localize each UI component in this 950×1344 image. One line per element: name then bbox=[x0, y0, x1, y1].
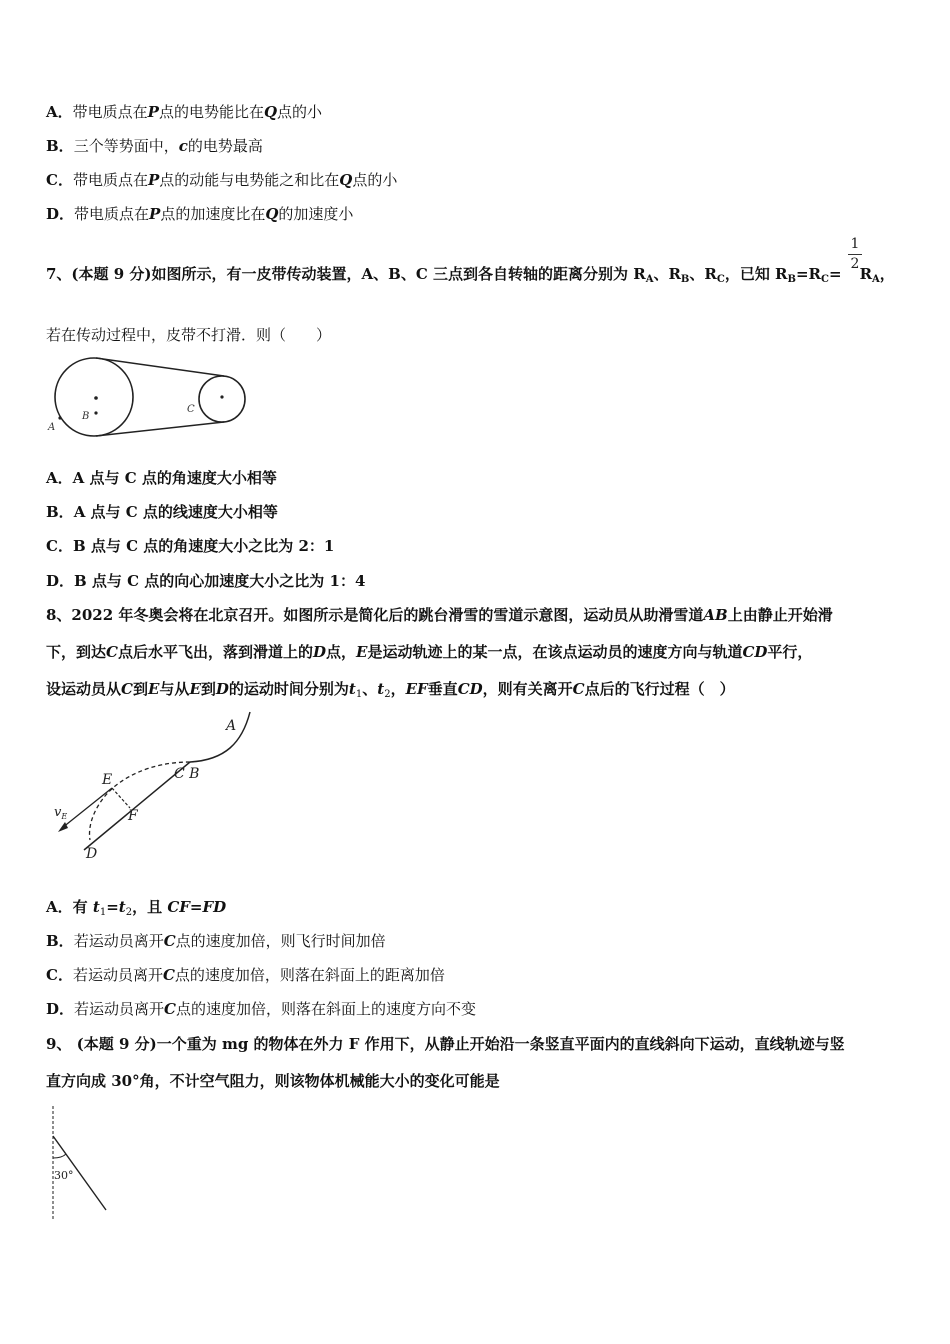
belt-drive-figure bbox=[46, 350, 252, 442]
q7-stem-line2: 若在传动过程中，皮带不打滑．则（ ） bbox=[46, 326, 332, 344]
fraction-one-half: 1 2 bbox=[848, 236, 862, 273]
q7-option-a: A．A 点与 C 点的角速度大小相等 bbox=[46, 469, 277, 487]
label-f: F bbox=[128, 808, 138, 824]
run-in-track bbox=[190, 712, 250, 762]
q7-option-c: C．B 点与 C 点的角速度大小之比为 2：1 bbox=[46, 537, 335, 555]
label-c: C bbox=[187, 404, 195, 415]
angle-label: 30° bbox=[54, 1169, 74, 1182]
q8-option-d: D．若运动员离开C点的速度加倍，则落在斜面上的速度方向不变 bbox=[46, 1000, 476, 1018]
q9-stem-line1: 9、 (本题 9 分)一个重为 mg 的物体在外力 F 作用下，从静止开始沿一条竖直平面内的直线斜向下运动，直线轨迹与竖 bbox=[46, 1035, 845, 1053]
label-a: A bbox=[48, 422, 56, 433]
large-wheel bbox=[55, 358, 133, 436]
q8-option-a: A．有 $t_1=t_2$，且 CF=FD bbox=[46, 898, 227, 918]
label-d: D bbox=[86, 846, 98, 862]
label-cb: C B bbox=[174, 766, 200, 782]
q7-option-d: D．B 点与 C 点的向心加速度大小之比为 1：4 bbox=[46, 572, 366, 590]
incline-figure bbox=[46, 1104, 112, 1222]
angle-arc bbox=[53, 1154, 66, 1158]
velocity-arrow-head bbox=[58, 822, 68, 832]
q9-stem-line2: 直方向成 30°角，不计空气阻力，则该物体机械能大小的变化可能是 bbox=[46, 1072, 500, 1090]
label-a: A bbox=[226, 718, 237, 734]
q8-option-c: C．若运动员离开C点的速度加倍，则落在斜面上的距离加倍 bbox=[46, 966, 445, 984]
q6-option-b: B．三个等势面中，c的电势最高 bbox=[46, 137, 263, 155]
q6-option-d: D．带电质点在P点的加速度比在Q的加速度小 bbox=[46, 205, 354, 223]
label-v: $v_E$ bbox=[54, 805, 68, 821]
label-e: E bbox=[102, 772, 113, 788]
ski-jump-figure bbox=[50, 708, 260, 863]
label-b: B bbox=[82, 411, 90, 422]
q8-stem-line3: 设运动员从C到E与从E到D的运动时间分别为$t_1$、$t_2$，EF垂直CD，则有关离开C点后的飞行过程（ ） bbox=[46, 680, 735, 700]
point-b bbox=[94, 411, 97, 414]
q8-stem-line1: 8、2022 年冬奥会将在北京召开。如图所示是简化后的跳台滑雪的雪道示意图，运动员从助滑雪道AB上由静止开始滑 bbox=[46, 606, 833, 624]
velocity-arrow bbox=[62, 788, 112, 828]
small-wheel bbox=[199, 376, 245, 422]
q6-option-c: C．带电质点在P点的动能与电势能之和比在Q点的小 bbox=[46, 171, 398, 189]
belt-top bbox=[96, 358, 224, 376]
point-a bbox=[58, 416, 61, 419]
perpendicular-ef bbox=[112, 788, 130, 808]
q8-stem-line2: 下，到达C点后水平飞出，落到滑道上的D点，E是运动轨迹上的某一点，在该点运动员的速度方向与轨道CD平行， bbox=[46, 643, 813, 661]
q8-option-b: B．若运动员离开C点的速度加倍，则飞行时间加倍 bbox=[46, 932, 386, 950]
q7-stem-line1: 7、(本题 9 分)如图所示，有一皮带传动装置，A、B、C 三点到各自转轴的距离分别为 $R_A$、$R_B$、$R_C$，已知 $R_B=R_C= R_A$， bbox=[46, 265, 895, 285]
point-c bbox=[220, 395, 223, 398]
q6-option-a: A．带电质点在P点的电势能比在Q点的小 bbox=[46, 103, 323, 121]
q7-option-b: B．A 点与 C 点的线速度大小相等 bbox=[46, 503, 278, 521]
axle-large bbox=[94, 396, 98, 400]
